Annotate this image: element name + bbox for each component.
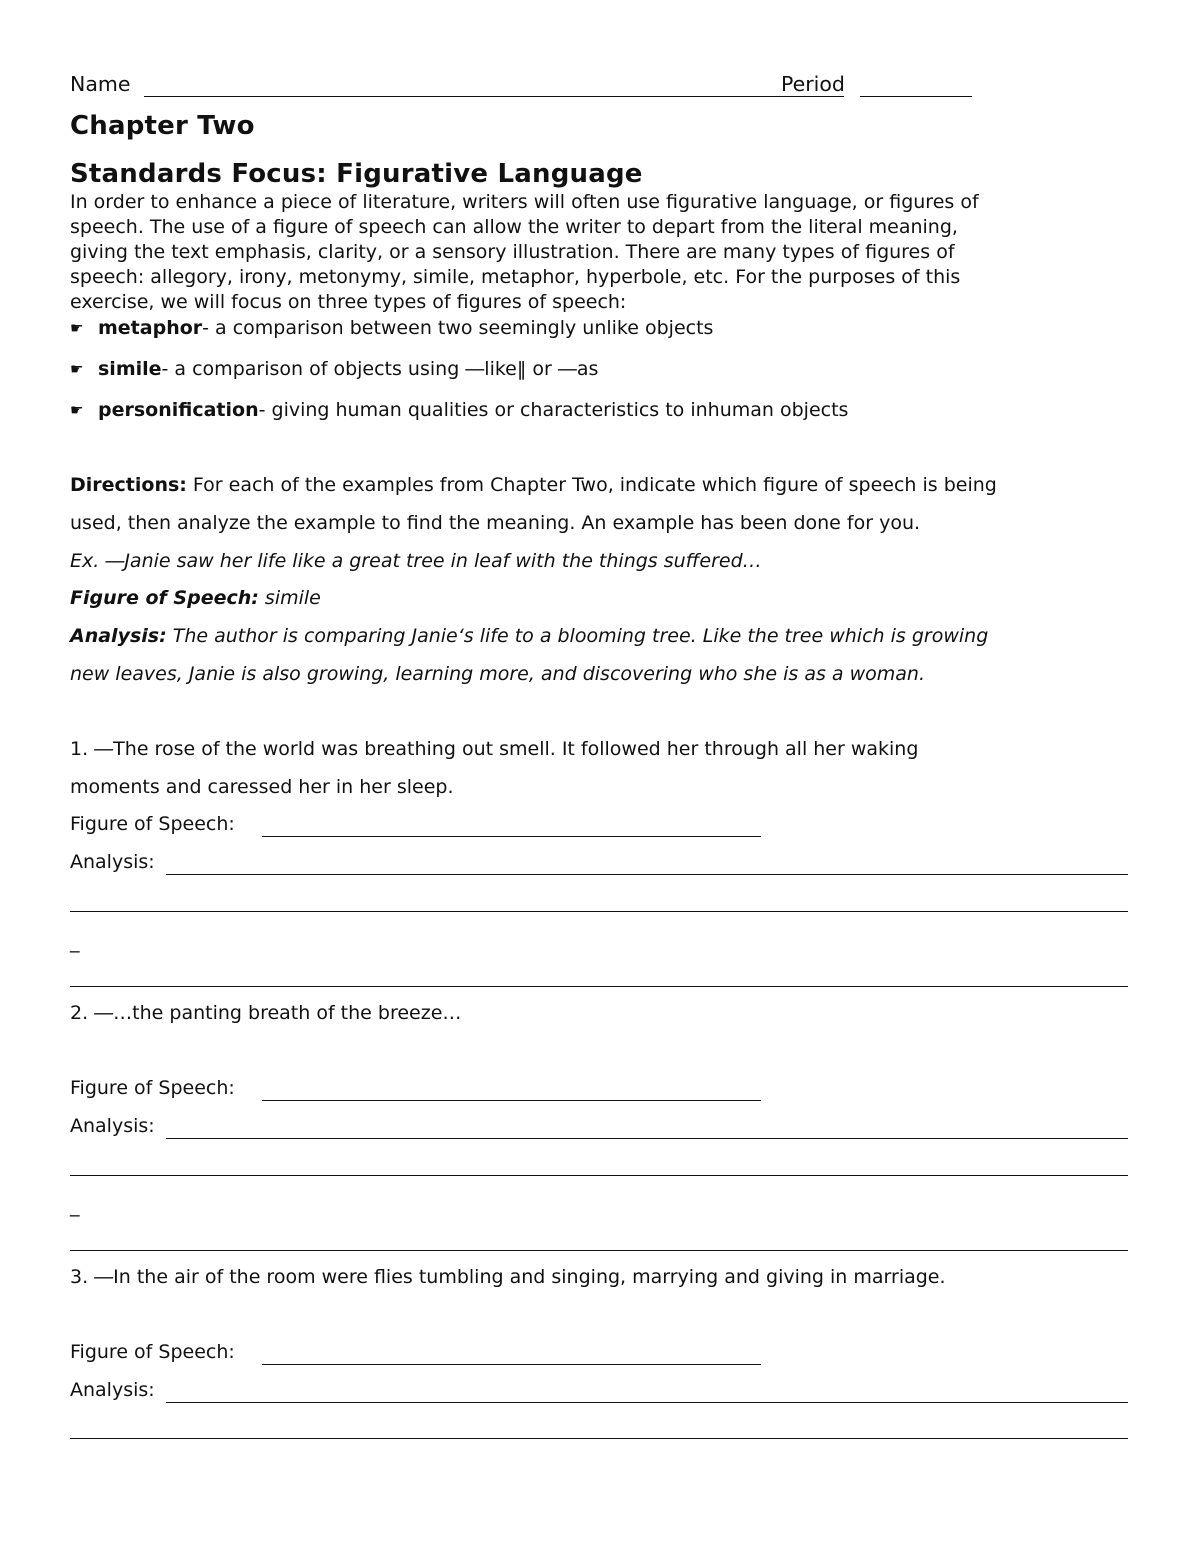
- hand-pointer-icon: ☛: [70, 319, 84, 337]
- period-blank[interactable]: [860, 96, 972, 97]
- q3-analysis-label: Analysis:: [70, 1379, 155, 1401]
- question-1-line-2: moments and caressed her in her sleep.: [70, 776, 454, 798]
- question-2-line-1: 2. ―…the panting breath of the breeze…: [70, 1002, 462, 1024]
- intro-line-1: In order to enhance a piece of literature, writers will often use figurative language, or figures of: [70, 191, 979, 213]
- question-3-line-1: 3. ―In the air of the room were flies tumbling and singing, marrying and giving in marriage.: [70, 1266, 946, 1288]
- q1-analysis-line-3[interactable]: [70, 986, 1128, 987]
- term-metaphor: metaphor: [98, 317, 203, 339]
- q2-fos-answer-line[interactable]: [262, 1100, 761, 1101]
- intro-line-4: speech: allegory, irony, metonymy, simile, metaphor, hyperbole, etc. For the purposes of this: [70, 266, 961, 288]
- definition-simile: - a comparison of objects using ―like‖ or ―as: [161, 358, 599, 380]
- example-quote: Ex. ―Janie saw her life like a great tree in leaf with the things suffered…: [70, 550, 762, 572]
- hand-pointer-icon: ☛: [70, 360, 84, 378]
- intro-line-2: speech. The use of a figure of speech can allow the writer to depart from the literal meaning,: [70, 216, 958, 238]
- q2-analysis-line-1[interactable]: [166, 1138, 1128, 1139]
- q3-analysis-line-1[interactable]: [166, 1402, 1128, 1403]
- q1-fos-answer-line[interactable]: [262, 836, 761, 837]
- q3-fos-answer-line[interactable]: [262, 1364, 761, 1365]
- example-fos-value: simile: [258, 587, 321, 609]
- q3-fos-label: Figure of Speech:: [70, 1341, 235, 1363]
- q2-stray-mark: _: [70, 1195, 80, 1217]
- q1-analysis-line-1[interactable]: [166, 874, 1128, 875]
- directions-label: Directions:: [70, 474, 187, 496]
- q1-analysis-line-2[interactable]: [70, 911, 1128, 912]
- example-fos-label: Figure of Speech:: [70, 587, 259, 609]
- term-simile: simile: [98, 358, 162, 380]
- intro-line-3: giving the text emphasis, clarity, or a sensory illustration. There are many types of figures of: [70, 241, 955, 263]
- q1-analysis-label: Analysis:: [70, 851, 155, 873]
- question-1-line-1: 1. ―The rose of the world was breathing out smell. It followed her through all her waking: [70, 738, 919, 760]
- hand-pointer-icon: ☛: [70, 401, 84, 419]
- q3-analysis-line-2[interactable]: [70, 1438, 1128, 1439]
- q1-stray-mark: _: [70, 931, 80, 953]
- example-analysis-line-1: Analysis: The author is comparing Janie‘s life to a blooming tree. Like the tree which is growing: [70, 625, 989, 647]
- bullet-personification: [70, 398, 848, 423]
- intro-line-5: exercise, we will focus on three types of figures of speech:: [70, 291, 627, 313]
- standards-heading: Standards Focus: Figurative Language: [70, 159, 643, 189]
- q1-fos-label: Figure of Speech:: [70, 813, 235, 835]
- bullet-simile: [70, 357, 598, 382]
- chapter-title: Chapter Two: [70, 111, 255, 141]
- name-blank[interactable]: [144, 96, 844, 97]
- q2-analysis-line-3[interactable]: [70, 1250, 1128, 1251]
- period-label: Period: [781, 72, 845, 96]
- definition-personification: - giving human qualities or characteristics to inhuman objects: [258, 399, 849, 421]
- term-personification: personification: [98, 399, 259, 421]
- example-analysis-line-2: new leaves, Janie is also growing, learning more, and discovering who she is as a woman.: [70, 663, 925, 685]
- q2-analysis-line-2[interactable]: [70, 1175, 1128, 1176]
- definition-metaphor: - a comparison between two seemingly unlike objects: [202, 317, 714, 339]
- directions-line-1: Directions: For each of the examples from Chapter Two, indicate which figure of speech is being: [70, 474, 997, 496]
- example-figure-of-speech: [70, 586, 321, 611]
- name-label: Name: [70, 72, 131, 96]
- example-analysis-label: Analysis:: [70, 625, 167, 647]
- q2-analysis-label: Analysis:: [70, 1115, 155, 1137]
- bullet-metaphor: [70, 316, 713, 341]
- directions-line-2: used, then analyze the example to find the meaning. An example has been done for you.: [70, 512, 921, 534]
- q2-fos-label: Figure of Speech:: [70, 1077, 235, 1099]
